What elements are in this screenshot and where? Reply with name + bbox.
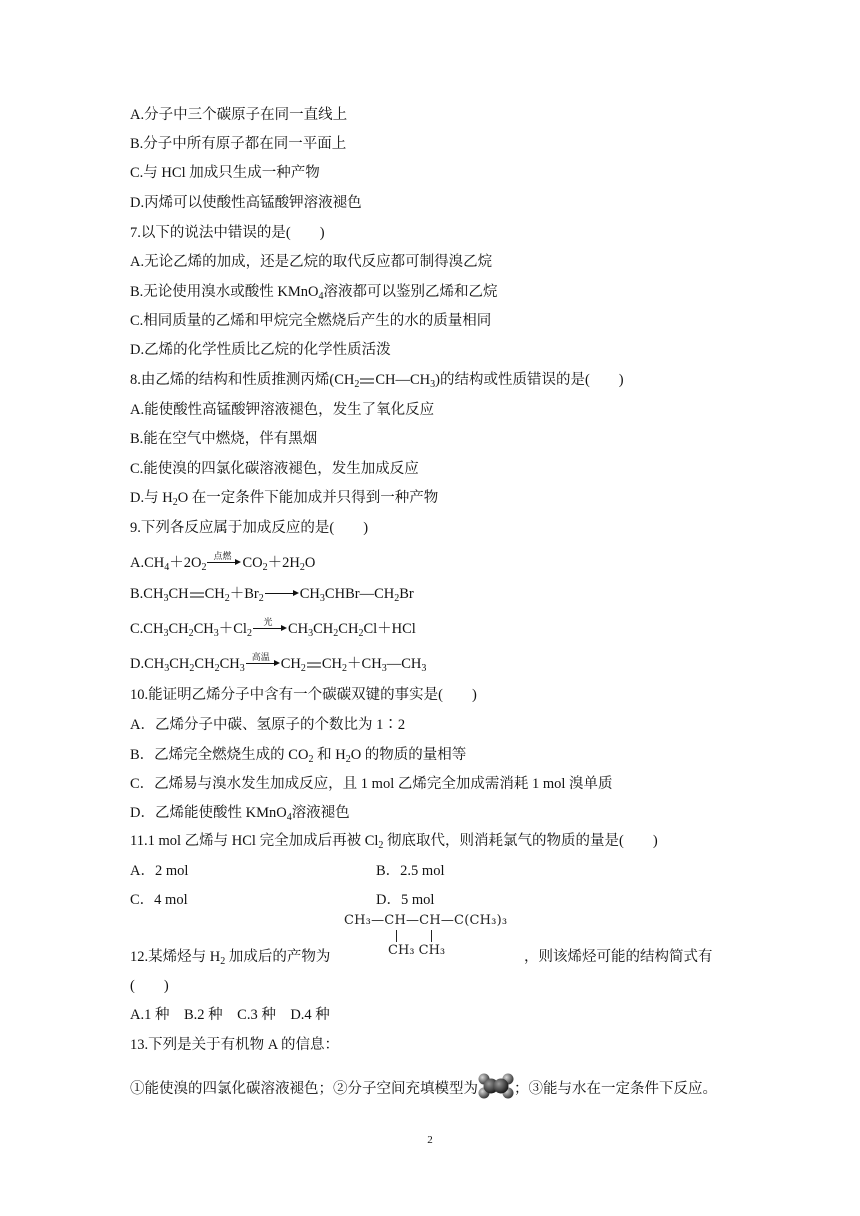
q12-stem-tail: ，则该烯烃可能的结构简式有 [524, 949, 713, 965]
q10-option-c: C．乙烯易与溴水发生加成反应，且 1 mol 乙烯完全加成需消耗 1 mol 溴单质 [130, 776, 613, 792]
double-bond-icon [306, 661, 322, 669]
q9-stem: 9.下列各反应属于加成反应的是( ) [130, 520, 369, 536]
q10-option-a: A．乙烯分子中碳、氢原子的个数比为 1∶2 [130, 717, 406, 733]
space-filling-model-icon [478, 1073, 514, 1099]
q9-option-a: $A.CH_4+2O_2$ 点燃 $CO_2+2H_2O$ [130, 551, 316, 573]
q9-option-c: $C.CH_3CH_2CH_3+Cl_2$ 光 $CH_3CH_2CH_2Cl+HCl$ [130, 617, 416, 639]
q8-option-b: B.能在空气中燃烧，伴有黑烟 [130, 431, 318, 447]
q12-blank: ( ) [130, 978, 169, 994]
q9-option-d: $D.CH_3CH_2CH_2CH_3$ 高温 $CH_2$ $CH_2+CH_3—CH_3$ [130, 652, 427, 674]
q7-option-a: A.无论乙烯的加成，还是乙烷的取代反应都可制得溴乙烷 [130, 254, 493, 270]
q13-stem: 13.下列是关于有机物 A 的信息： [130, 1037, 340, 1053]
q6-option-d: D.丙烯可以使酸性高锰酸钾溶液褪色 [130, 195, 362, 211]
branch-methyl-2: CH₃ [418, 943, 446, 958]
q10-stem: 10.能证明乙烯分子中含有一个碳碳双键的事实是( ) [130, 687, 477, 703]
q12-stem: 12.某烯烃与 $H_2$ 加成后的产物为 [130, 949, 331, 967]
q7-option-c: C.相同质量的乙烯和甲烷完全燃烧后产生的水的质量相同 [130, 313, 492, 329]
reaction-arrow-icon: 光 [253, 621, 287, 635]
double-bond-icon [189, 591, 205, 599]
q7-option-d: D.乙烯的化学性质比乙烷的化学性质活泼 [130, 342, 391, 358]
double-bond-icon [359, 377, 375, 385]
q11-option-a: A．2 mol [130, 863, 189, 879]
q6-option-c: C.与 HCl 加成只生成一种产物 [130, 165, 320, 181]
q10-option-b: B．乙烯完全燃烧生成的 $CO_2$ 和 $H_2O$ 的物质的量相等 [130, 747, 467, 765]
reaction-arrow-icon [265, 586, 299, 600]
q6-option-a: A.分子中三个碳原子在同一直线上 [130, 107, 348, 123]
q8-option-c: C.能使溴的四氯化碳溶液褪色，发生加成反应 [130, 461, 419, 477]
branch-methyl-1: CH₃ [388, 943, 415, 958]
q6-option-b: B.分子中所有原子都在同一平面上 [130, 136, 347, 152]
q8-stem: 8.由乙烯的结构和性质推测丙烯($CH_2$ $CH—CH_3$)的结构或性质错误的是( ) [130, 372, 624, 390]
q7-option-b: B.无论使用溴水或酸性 KMnO$_4$溶液都可以鉴别乙烯和乙烷 [130, 284, 498, 302]
q8-option-a: A.能使酸性高锰酸钾溶液褪色，发生了氧化反应 [130, 402, 435, 418]
q13-info: ①能使溴的四氯化碳溶液褪色；②分子空间充填模型为 ；③能与水在一定条件下反应。 [130, 1073, 717, 1099]
q8-option-d: D.与 $H_2O$ 在一定条件下能加成并只得到一种产物 [130, 490, 439, 508]
structural-formula-branches [388, 943, 445, 958]
q11-stem: 11.1 mol 乙烯与 HCl 完全加成后再被 $Cl_2$ 彻底取代，则消耗氯气的物质的量是( ) [130, 833, 658, 851]
branch-bond-2 [431, 930, 432, 942]
page-number: 2 [427, 1134, 433, 1146]
q11-option-c: C．4 mol [130, 892, 188, 908]
structural-formula-main-chain: CH₃—CH—CH—C(CH₃)₃ [344, 913, 508, 928]
q11-option-b: B．2.5 mol [376, 863, 445, 879]
q10-option-d: D．乙烯能使酸性 KMnO$_4$溶液褪色 [130, 805, 350, 823]
structural-formula [344, 913, 534, 961]
q7-stem: 7.以下的说法中错误的是( ) [130, 225, 325, 241]
reaction-arrow-icon: 高温 [246, 656, 280, 670]
branch-bond-1 [396, 930, 397, 942]
q12-options: A.1 种 B.2 种 C.3 种 D.4 种 [130, 1007, 330, 1023]
reaction-arrow-icon: 点燃 [207, 555, 241, 569]
q9-option-b: $B.CH_3CH$ $CH_2+Br_2$ $CH_3CHBr—CH_2Br$ [130, 586, 414, 604]
q11-option-d: D．5 mol [376, 892, 435, 908]
